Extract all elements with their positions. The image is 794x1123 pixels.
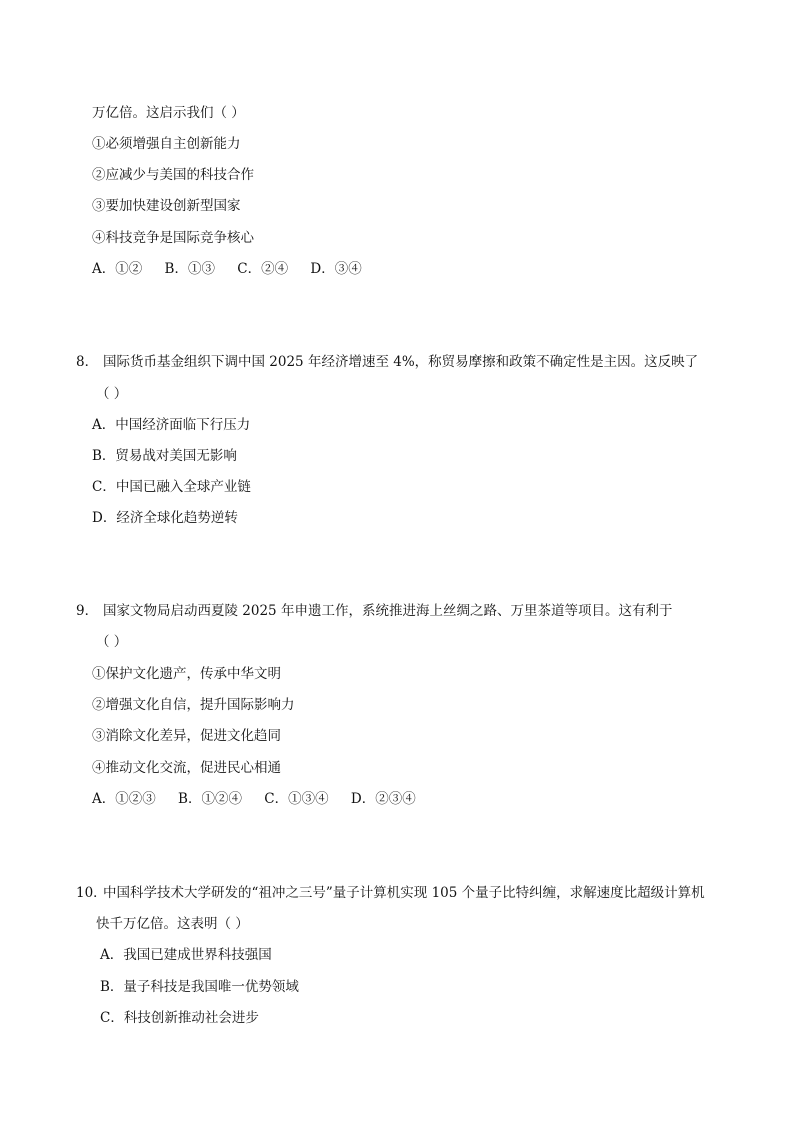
q7-choice-c: C．②④ [237, 261, 289, 277]
q9-stem: 国家文物局启动西夏陵 2025 年申遗工作，系统推进海上丝绸之路、万里茶道等项目。这有利于 [103, 603, 673, 619]
q9-item-1: ①保护文化遗产，传承中华文明 [92, 666, 281, 682]
q9-answer-paren: （ ） [96, 634, 128, 650]
q9-item-3: ③消除文化差异，促进文化趋同 [92, 728, 281, 744]
q8-option-d: D．经济全球化趋势逆转 [92, 510, 238, 526]
q7-item-3: ③要加快建设创新型国家 [92, 198, 241, 214]
q7-stem-continuation: 万亿倍。这启示我们（ ） [92, 105, 245, 121]
q9-choice-d: D．②③④ [350, 791, 416, 807]
q7-item-4: ④科技竞争是国际竞争核心 [92, 230, 254, 246]
q7-item-2: ②应减少与美国的科技合作 [92, 167, 254, 183]
q10-option-c: C．科技创新推动社会进步 [100, 1010, 259, 1026]
q8-answer-paren: （ ） [96, 386, 128, 402]
q9-item-4: ④推动文化交流，促进民心相通 [92, 760, 281, 776]
q10-option-b: B．量子科技是我国唯一优势领域 [100, 979, 299, 995]
q7-choice-b: B．①③ [164, 261, 215, 277]
q10-stem-continuation: 快千万亿倍。这表明（ ） [96, 916, 249, 932]
q7-choices [92, 260, 380, 278]
q8-stem: 国际货币基金组织下调中国 2025 年经济增速至 4%，称贸易摩擦和政策不确定性是主因。这反映了 [103, 354, 699, 370]
q9-choice-a: A．①②③ [92, 791, 156, 807]
q7-choice-a: A．①② [92, 261, 143, 277]
q10-number: 10． [76, 885, 107, 901]
q8-number: 8． [76, 354, 99, 370]
q9-number: 9． [76, 603, 99, 619]
q7-choice-d: D．③④ [310, 261, 362, 277]
q9-choices [92, 790, 434, 808]
q10-stem: 中国科学技术大学研发的“祖冲之三号”量子计算机实现 105 个量子比特纠缠，求解速度比超级计算机 [103, 885, 705, 901]
q8-option-c: C．中国已融入全球产业链 [92, 479, 251, 495]
q10-option-a: A．我国已建成世界科技强国 [100, 947, 272, 963]
q9-choice-b: B．①②④ [178, 791, 242, 807]
q8-option-b: B．贸易战对美国无影响 [92, 448, 237, 464]
q9-item-2: ②增强文化自信，提升国际影响力 [92, 697, 295, 713]
q7-item-1: ①必须增强自主创新能力 [92, 136, 241, 152]
q8-option-a: A．中国经济面临下行压力 [92, 417, 251, 433]
q9-choice-c: C．①③④ [264, 791, 329, 807]
